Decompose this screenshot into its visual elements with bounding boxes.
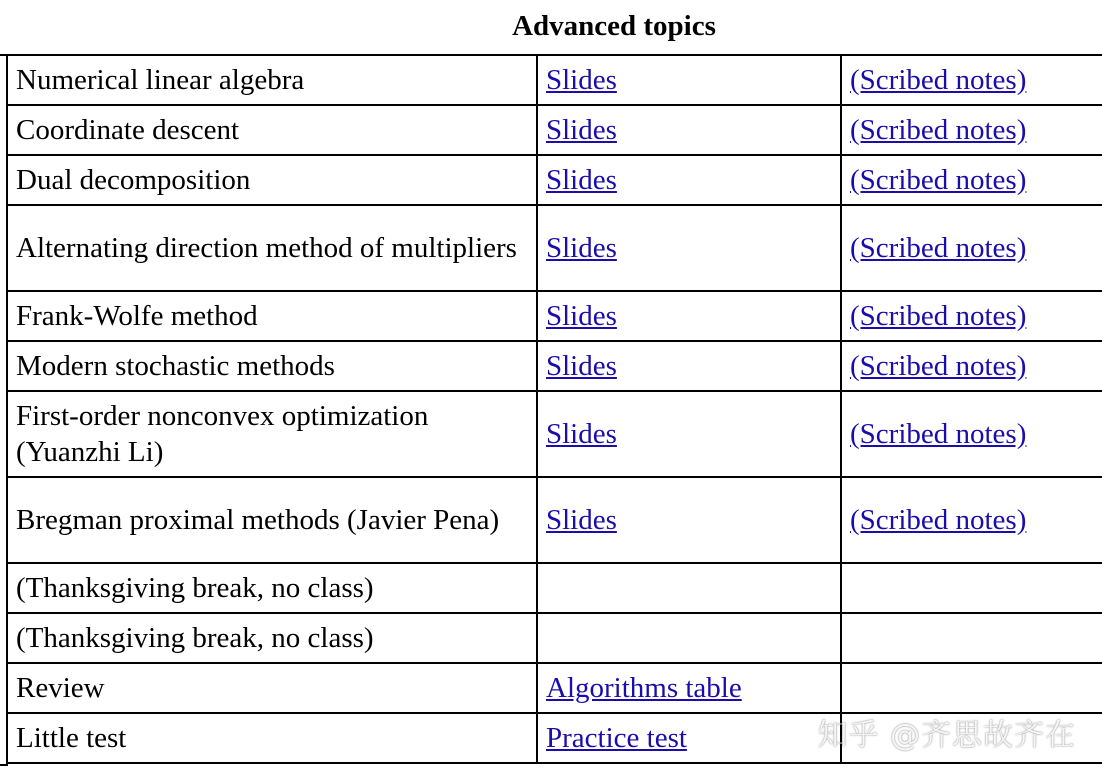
notes-cell xyxy=(841,713,1102,763)
topic-cell: (Thanksgiving break, no class) xyxy=(7,563,537,613)
table-row xyxy=(7,563,1102,613)
scribed-notes-link[interactable]: (Scribed notes) xyxy=(850,232,1027,264)
table-row xyxy=(7,477,1102,563)
scribed-notes-link[interactable]: (Scribed notes) xyxy=(850,504,1027,536)
slides-cell xyxy=(537,563,841,613)
table-row xyxy=(7,391,1102,477)
notes-cell xyxy=(841,563,1102,613)
notes-cell xyxy=(841,663,1102,713)
slides-cell xyxy=(537,477,841,563)
slides-cell xyxy=(537,391,841,477)
topic-cell: Little test xyxy=(7,713,537,763)
table-row xyxy=(7,613,1102,663)
topic-cell: Review xyxy=(7,663,537,713)
table-row xyxy=(7,55,1102,105)
slides-link[interactable]: Slides xyxy=(546,418,617,450)
slides-cell xyxy=(537,341,841,391)
slides-cell xyxy=(537,55,841,105)
notes-cell xyxy=(841,55,1102,105)
watermark: 知乎 @齐思故齐在 xyxy=(817,718,1076,753)
advanced-topics-table xyxy=(6,54,1102,764)
slides-cell xyxy=(537,663,841,713)
notes-cell xyxy=(841,291,1102,341)
topic-cell: Bregman proximal methods (Javier Pena) xyxy=(7,477,537,563)
slides-cell xyxy=(537,613,841,663)
notes-cell xyxy=(841,341,1102,391)
slides-link[interactable]: Slides xyxy=(546,232,617,264)
scribed-notes-link[interactable]: (Scribed notes) xyxy=(850,64,1027,96)
table-row xyxy=(7,341,1102,391)
scribed-notes-link[interactable]: (Scribed notes) xyxy=(850,164,1027,196)
notes-cell xyxy=(841,391,1102,477)
topic-cell: First-order nonconvex optimization (Yuanzhi Li) xyxy=(7,391,537,477)
notes-cell xyxy=(841,205,1102,291)
slides-cell xyxy=(537,713,841,763)
slides-cell xyxy=(537,205,841,291)
notes-cell xyxy=(841,105,1102,155)
scribed-notes-link[interactable]: (Scribed notes) xyxy=(850,418,1027,450)
table-row xyxy=(7,205,1102,291)
slides-link[interactable]: Slides xyxy=(546,504,617,536)
notes-cell xyxy=(841,155,1102,205)
notes-cell xyxy=(841,477,1102,563)
slides-link[interactable]: Slides xyxy=(546,64,617,96)
table-row xyxy=(7,291,1102,341)
slides-link[interactable]: Slides xyxy=(546,350,617,382)
topic-cell: Modern stochastic methods xyxy=(7,341,537,391)
topic-cell: (Thanksgiving break, no class) xyxy=(7,613,537,663)
slides-link[interactable]: Slides xyxy=(546,300,617,332)
table-row xyxy=(7,155,1102,205)
slides-link[interactable]: Slides xyxy=(546,114,617,146)
algorithms-table-link[interactable]: Algorithms table xyxy=(546,672,742,704)
slides-link[interactable]: Slides xyxy=(546,164,617,196)
scribed-notes-link[interactable]: (Scribed notes) xyxy=(850,300,1027,332)
topic-cell: Numerical linear algebra xyxy=(7,55,537,105)
scribed-notes-link[interactable]: (Scribed notes) xyxy=(850,350,1027,382)
slides-cell xyxy=(537,155,841,205)
scribed-notes-link[interactable]: (Scribed notes) xyxy=(850,114,1027,146)
topic-cell: Coordinate descent xyxy=(7,105,537,155)
practice-test-link[interactable]: Practice test xyxy=(546,722,687,754)
table-row xyxy=(7,105,1102,155)
slides-cell xyxy=(537,291,841,341)
topic-cell: Dual decomposition xyxy=(7,155,537,205)
topic-cell: Alternating direction method of multipliers xyxy=(7,205,537,291)
table-caption: Advanced topics xyxy=(512,10,716,42)
notes-cell xyxy=(841,613,1102,663)
slides-cell xyxy=(537,105,841,155)
table-row xyxy=(7,713,1102,763)
topic-cell: Frank-Wolfe method xyxy=(7,291,537,341)
table-row xyxy=(7,663,1102,713)
